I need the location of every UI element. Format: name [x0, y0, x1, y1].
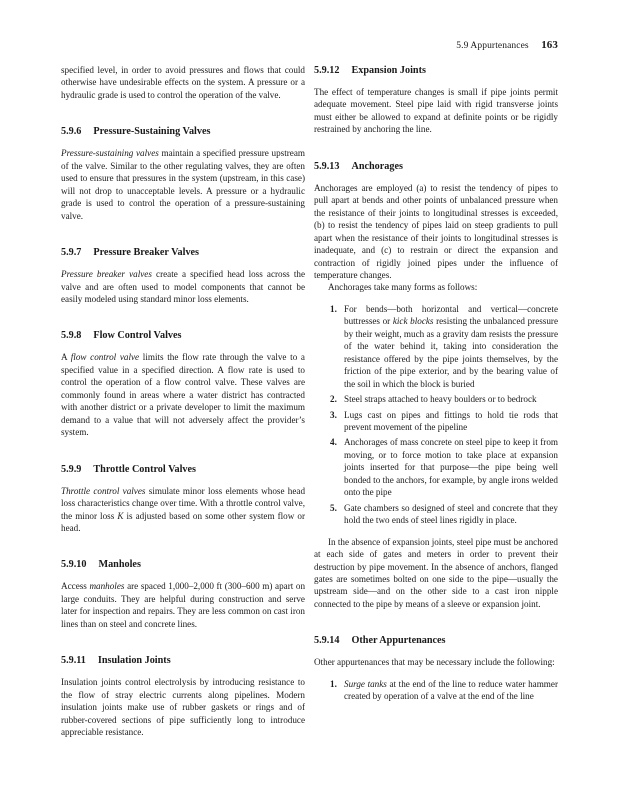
section-number: 5.9.12 — [314, 65, 340, 76]
list-number: 3. — [330, 409, 337, 420]
section-heading-5-9-6 — [61, 125, 305, 138]
section-heading-5-9-13 — [314, 160, 558, 173]
section-body: Anchorages are employed (a) to resist the tendency of pipes to pull apart at bends and other points of unbalanced pressure when the resistance of their joints to longitudinal stresses is exceeded, (b) to resist the tendency of pipes laid on steep gradients to pull apart when the resistance of their joints to longitudinal stresses is inadequate, and (c) to restrain or direct the expansion and contraction of rigidly joined pipes under the influence of temperature changes. — [314, 182, 558, 280]
section-title: Insulation Joints — [97, 655, 171, 667]
section-number: 5.9.14 — [314, 635, 340, 647]
list-item — [330, 393, 558, 405]
body-text: limits the flow rate through the valve to a specified value in a specified direction. A flow rate is used to control the operation of a flow control valve. These valves are commonly found in areas where a water district has contracted with another district or a private developer to limit the maximum demand to a value that will not adversely affect the provider’s system. — [61, 352, 305, 438]
list-item — [330, 678, 558, 703]
section-title: Other Appurtenances — [351, 635, 446, 647]
section-heading-5-9-11 — [61, 654, 305, 667]
body-text: at the end of the line to reduce water hammer created by operation of a valve at the end of the line — [344, 678, 558, 702]
intro-paragraph: specified level, in order to avoid pressures and flows that could otherwise have undesirable effects on the system. A pressure or a hydraulic grade is used to control the operation of the valve. — [61, 65, 305, 100]
left-column — [61, 64, 305, 739]
section-number: 5.9.10 — [61, 559, 87, 571]
section-heading-5-9-9 — [61, 463, 305, 476]
section-number: 5.9.7 — [61, 247, 82, 259]
section-body — [61, 485, 305, 535]
section-body — [61, 268, 305, 305]
list-text: Anchorages of mass concrete on steel pipe to keep it from moving, or to force motion to take place at expansion joints inserted for that purpose—the pipe being well bonded to the anchors, for example, by angle irons welded onto the pipe — [344, 437, 558, 498]
other-appurtenances-list — [314, 678, 558, 703]
section-body — [61, 580, 305, 630]
body-text: maintain a specified pressure upstream of the valve. Similar to the other regulating valves, they are often used to ensure that pressures in the system (upstream, in this case) will not drop to unacceptable levels. A pressure or a hydraulic grade is used to control the operation of a pressure-sustaining valve. — [61, 148, 305, 221]
section-body: Other appurtenances that may be necessary include the following: — [314, 657, 555, 668]
body-text: For bends—both horizontal and vertical—concrete buttresses or — [344, 303, 558, 327]
section-title: Pressure Breaker Valves — [93, 247, 200, 259]
list-lead: Anchorages take many forms as follows: — [328, 282, 478, 293]
section-body: Insulation joints control electrolysis by introducing resistance to the flow of stray electric currents along pipelines. Modern insulation joints make use of rubber gaskets or rings and of rubber-covered sections of pipe sufficiently long to introduce appreciable resistance. — [61, 677, 305, 738]
list-item — [330, 409, 558, 434]
list-text — [344, 303, 558, 390]
page-number: 163 — [541, 39, 558, 51]
list-item — [330, 502, 558, 527]
list-number: 1. — [330, 303, 337, 314]
section-heading-5-9-12 — [314, 64, 558, 77]
list-number: 2. — [330, 394, 337, 405]
section-title: Flow Control Valves — [93, 330, 182, 342]
anchorage-list — [314, 303, 558, 527]
list-text: Gate chambers so designed of steel and concrete that they hold the two ends of steel lines rigidly in place. — [344, 502, 558, 526]
defined-term: flow control valve — [70, 352, 140, 363]
section-heading-5-9-7 — [61, 246, 305, 259]
section-number: 5.9.8 — [61, 330, 82, 342]
section-number: 5.9.11 — [61, 655, 86, 667]
list-text: Lugs cast on pipes and fittings to hold tie rods that prevent movement of the pipeline — [344, 409, 558, 432]
right-column — [314, 64, 558, 703]
section-number: 5.9.13 — [314, 160, 340, 172]
defined-term: Throttle control valves — [61, 485, 146, 496]
section-number: 5.9.6 — [61, 126, 82, 138]
defined-term: manholes — [89, 581, 125, 592]
running-head-section: 5.9 Appurtenances — [456, 41, 529, 51]
list-number: 1. — [330, 678, 337, 689]
section-heading-5-9-14 — [314, 634, 558, 647]
section-body — [61, 147, 305, 222]
variable-k: K — [117, 510, 124, 521]
defined-term: Pressure-sustaining valves — [61, 148, 159, 159]
section-title: Manholes — [98, 559, 141, 571]
closing-paragraph: In the absence of expansion joints, steel pipe must be anchored at each side of gates and meters in order to prevent their destruction by pipe movement. In the absence of anchors, flanged gates are sometimes bolted on one side to the pipe—usually the upstream side—and on the other side to a cast iron nipple connected to the pipe by means of a sleeve or expansion joint. — [314, 536, 558, 609]
body-text: are spaced 1,000–2,000 ft (300–600 m) apart on large conduits. They are helpful during construction and serve later for inspection and repairs. They are less common on cast iron lines than on steel and concrete lines. — [61, 581, 306, 629]
section-body: The effect of temperature changes is small if pipe joints permit adequate movement. Steel pipe laid with rigid transverse joints must either be allowed to expand at definite points or be rigidly restrained by anchoring the line. — [314, 87, 558, 135]
section-heading-5-9-8 — [61, 329, 305, 342]
section-title: Pressure-Sustaining Valves — [93, 126, 211, 138]
body-text: A — [61, 352, 71, 363]
defined-term: Surge tanks — [344, 678, 387, 689]
list-item — [330, 436, 558, 498]
body-text: simulate minor loss elements whose head loss characteristics change over time. With a throttle control valve, the minor loss — [61, 485, 306, 521]
body-text: Access — [61, 581, 90, 592]
body-text: create a specified head loss across the valve and are often used to model components that cannot be easily modeled using standard minor loss elements. — [61, 269, 305, 304]
section-title: Anchorages — [351, 160, 403, 172]
list-item — [330, 303, 558, 390]
defined-term: Pressure breaker valves — [61, 269, 152, 280]
list-number: 4. — [330, 437, 337, 448]
running-head — [456, 39, 558, 51]
list-text: Steel straps attached to heavy boulders or to bedrock — [344, 394, 537, 405]
section-title: Expansion Joints — [351, 65, 426, 76]
list-number: 5. — [330, 502, 337, 513]
section-title: Throttle Control Valves — [93, 463, 197, 475]
section-body — [61, 351, 305, 438]
section-number: 5.9.9 — [61, 463, 82, 475]
list-text — [344, 678, 558, 703]
section-heading-5-9-10 — [61, 558, 305, 571]
body-text: resisting the unbalanced pressure by their weight, much as a gravity dam resists the pressure of the water behind it, taking into consideration the resistance offered by the pipe joints themselves, by the friction of the pipe exterior, and by the bearing value of the soil in which the block is buried — [344, 316, 558, 389]
defined-term: kick blocks — [392, 316, 434, 327]
body-text: is adjusted based on some other system flow or head. — [61, 510, 305, 533]
